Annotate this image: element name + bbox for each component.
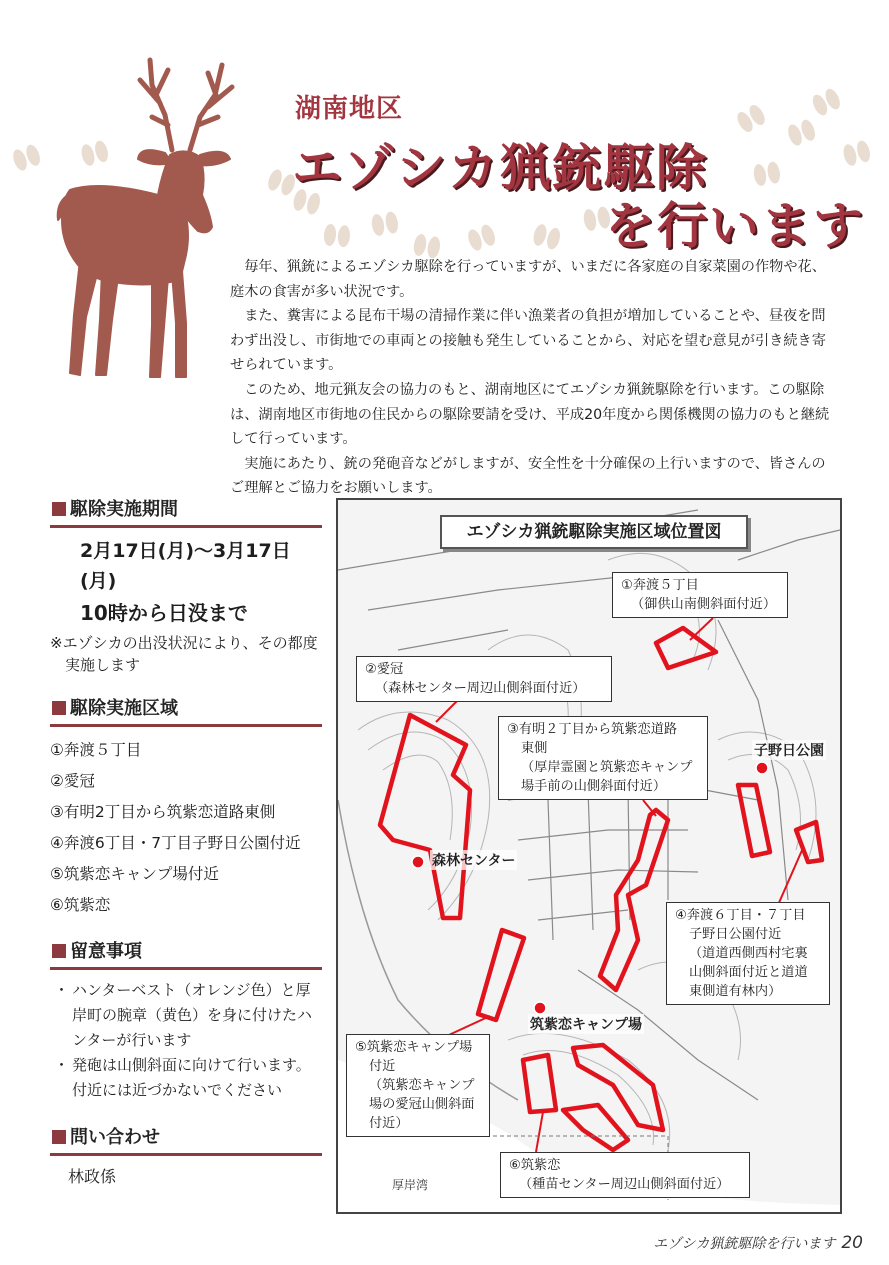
- zone-1: [656, 628, 716, 668]
- period-dates: 2月17日(月)～3月17日(月): [80, 540, 291, 592]
- area-item: ⑤筑紫恋キャンプ場付近: [50, 865, 219, 883]
- zone-4a: [738, 785, 770, 856]
- page-title-line2: を行います: [605, 197, 865, 255]
- page-number: 20: [841, 1233, 863, 1253]
- page-footer: [653, 1233, 863, 1253]
- period-note: ※エゾシカの出没状況により、その都度実施します: [50, 634, 318, 674]
- square-bullet-icon: [52, 944, 66, 958]
- page-title-line1: エゾシカ猟銃駆除: [292, 139, 708, 197]
- square-bullet-icon: [52, 502, 66, 516]
- section-heading-cautions: 留意事項: [50, 937, 322, 970]
- caution-item: ・ ハンターベスト（オレンジ色）と厚岸町の腕章（黄色）を身に付けたハンターが行います: [50, 978, 322, 1053]
- zone-5: [478, 930, 524, 1020]
- caution-item: ・ 発砲は山側斜面に向けて行います。付近には近づかないでください: [50, 1053, 322, 1103]
- intro-paragraph: 毎年、猟銃によるエゾシカ駆除を行っていますが、いまだに各家庭の自家菜園の作物や花、庭木の食害が多い状況です。: [230, 259, 826, 300]
- bullet-icon: ・: [54, 1056, 70, 1074]
- map-pin: [412, 856, 424, 868]
- footer-title: エゾシカ猟銃駆除を行います: [653, 1236, 836, 1252]
- period-hours: 10時から日没まで: [80, 601, 248, 625]
- callout-zone-3: ③有明２丁目から筑紫恋道路 東側 （厚岸霊園と筑紫恋キャンプ 場手前の山側斜面付近）: [498, 716, 708, 800]
- callout-zone-6: ⑥筑紫恋 （種苗センター周辺山側斜面付近）: [500, 1152, 750, 1198]
- zone-2: [380, 715, 470, 918]
- label-bay: 厚岸湾: [392, 1178, 429, 1192]
- label-park: 子野日公園: [752, 740, 826, 760]
- callout-zone-4: ④奔渡６丁目・７丁目 子野日公園付近 （道道西側西村宅裏 山側斜面付近と道道 東側道有林内）: [666, 902, 830, 1005]
- intro-paragraph: また、糞害による昆布干場の清掃作業に伴い漁業者の負担が増加していることや、昼夜を問わず出没し、市街地での車両との接触も発生していることから、対応を望む意見が引き続き寄せられています。: [230, 308, 826, 374]
- square-bullet-icon: [52, 701, 66, 715]
- map-pin: [534, 1002, 546, 1014]
- callout-zone-2: ②愛冠 （森林センター周辺山側斜面付近）: [356, 656, 612, 702]
- section-heading-area: 駆除実施区域: [50, 694, 322, 727]
- section-heading-period: 駆除実施期間: [50, 495, 322, 528]
- intro-paragraph: このため、地元猟友会の協力のもと、湖南地区にてエゾシカ猟銃駆除を行います。この駆除は、湖南地区市街地の住民からの駆除要請を受け、平成20年度から関係機関の協力のもと継続して行っています。: [230, 381, 830, 448]
- callout-zone-1: ①奔渡５丁目 （御供山南側斜面付近）: [612, 572, 788, 618]
- bullet-icon: ・: [54, 981, 70, 999]
- area-item: ⑥筑紫恋: [50, 896, 111, 914]
- district-label: 湖南地区: [295, 94, 404, 124]
- label-camp: 筑紫恋キャンプ場: [528, 1014, 644, 1034]
- area-item: ①奔渡５丁目: [50, 741, 142, 759]
- map-pin: [756, 762, 768, 774]
- contact-dept: 林政係: [68, 1167, 117, 1186]
- intro-text: [230, 255, 835, 501]
- deer-silhouette-icon: [40, 55, 250, 385]
- zone-6a: [523, 1055, 556, 1112]
- area-item: ④奔渡6丁目・7丁目子野日公園付近: [50, 834, 301, 852]
- callout-zone-5: ⑤筑紫恋キャンプ場 付近 （筑紫恋キャンプ 場の愛冠山側斜面 付近）: [346, 1034, 490, 1137]
- intro-paragraph: 実施にあたり、銃の発砲音などがしますが、安全性を十分確保の上行いますので、皆さんのご理解とご協力をお願いします。: [230, 455, 826, 497]
- info-column: [50, 495, 322, 1187]
- area-item: ③有明2丁目から筑紫恋道路東側: [50, 803, 276, 821]
- zone-6c: [563, 1105, 628, 1150]
- section-heading-contact: 問い合わせ: [50, 1123, 322, 1156]
- map-title: エゾシカ猟銃駆除実施区域位置図: [440, 515, 748, 549]
- label-shinrin-center: 森林センター: [430, 850, 517, 870]
- square-bullet-icon: [52, 1130, 66, 1144]
- area-item: ②愛冠: [50, 772, 95, 790]
